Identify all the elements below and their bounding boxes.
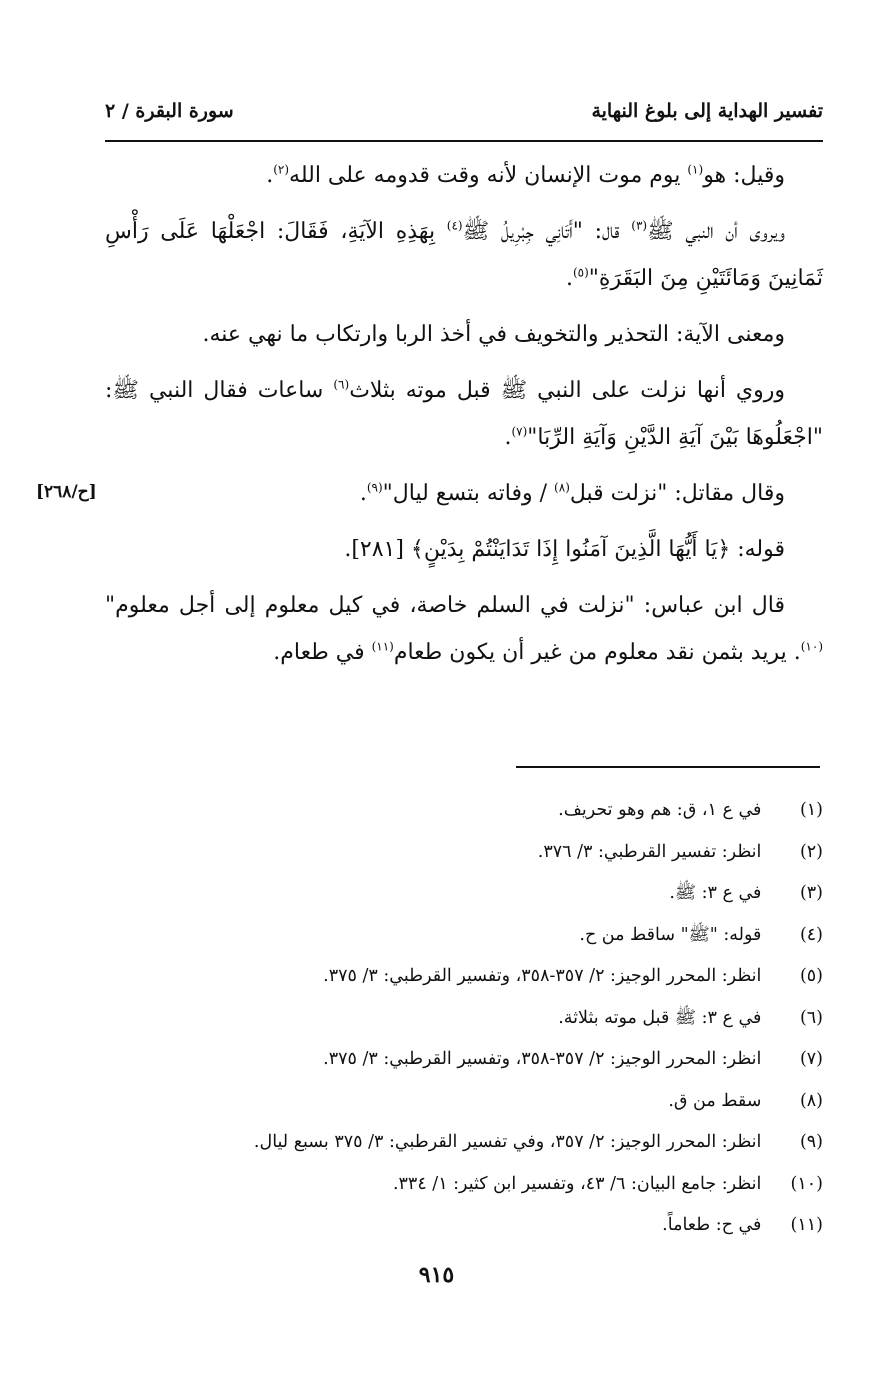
manuscript-reference: [ح/٢٦٨] bbox=[36, 482, 97, 502]
paragraph-2: ويروى أن النبي ﷺ$^{(٣)}$ قال: "أَتَانِي جِبْرِيلُ ﷺ$^{(٤)}$ بِهَذِهِ الآيَةِ، فَقَالَ: اجْعَلْهَا عَلَى رَأْسِ ثَمَانِينَ وَمَائَتَيْنِ مِنَ البَقَرَةِ"$^{(٥)}$. bbox=[105, 218, 823, 291]
header-rule bbox=[105, 140, 823, 142]
running-header bbox=[105, 92, 823, 132]
footnote: (٦) في ع ٣: ﷺ قبل موته بثلاثة. bbox=[558, 1007, 823, 1028]
book-title: تفسير الهداية إلى بلوغ النهاية bbox=[591, 100, 823, 122]
footnote-ref: (٦) bbox=[333, 377, 350, 392]
paragraph-6: قوله: ﴿يَا أَيُّهَا الَّذِينَ آمَنُوا إِذَا تَدَايَنْتُمْ بِدَيْنٍ﴾ [٢٨١]. bbox=[344, 537, 785, 562]
footnotes bbox=[105, 790, 823, 1247]
main-text bbox=[105, 152, 823, 685]
footnote: (٣) في ع ٣: ﷺ. bbox=[669, 883, 823, 903]
footnote: (٥) انظر: المحرر الوجيز: ٢/ ٣٥٧-٣٥٨، وتفسير القرطبي: ٣/ ٣٧٥. bbox=[323, 966, 823, 986]
footnote: (٤) قوله: "ﷺ" ساقط من ح. bbox=[579, 924, 823, 945]
paragraph-5: وقال مقاتل: "نزلت قبل$^{(٨)}$ / وفاته بتسع ليال"$^{(٩)}$. bbox=[359, 480, 785, 506]
footnote-ref: (٤) bbox=[446, 218, 463, 233]
footnote-separator bbox=[516, 766, 820, 768]
paragraph-3: ومعنى الآية: التحذير والتخويف في أخذ الربا وارتكاب ما نهي عنه. bbox=[202, 322, 785, 347]
paragraph-4: وروي أنها نزلت على النبي ﷺ قبل موته بثلاث$^{(٦)}$ ساعات فقال النبي ﷺ: "اجْعَلُوهَا بَيْنَ آيَةِ الدَّيْنِ وَآيَةِ الرِّبَا"$^{(٧)}$. bbox=[105, 377, 823, 450]
footnote-ref: (٢) bbox=[273, 162, 290, 177]
footnote: (١١) في ح: طعاماً. bbox=[662, 1215, 823, 1235]
footnote: (٩) انظر: المحرر الوجيز: ٢/ ٣٥٧، وفي تفسير القرطبي: ٣/ ٣٧٥ بسبع ليال. bbox=[253, 1132, 823, 1152]
footnote: (٨) سقط من ق. bbox=[668, 1090, 823, 1111]
footnote: (٧) انظر: المحرر الوجيز: ٢/ ٣٥٧-٣٥٨، وتفسير القرطبي: ٣/ ٣٧٥. bbox=[323, 1049, 823, 1069]
footnote: (٢) انظر: تفسير القرطبي: ٣/ ٣٧٦. bbox=[537, 841, 823, 862]
footnote-ref: (١١) bbox=[371, 639, 394, 654]
footnote-ref: (٨) bbox=[554, 480, 570, 495]
paragraph-1: وقيل: هو$^{(١)}$ يوم موت الإنسان لأنه وقت قدومه على الله$^{(٢)}$. bbox=[266, 162, 785, 188]
footnote-ref: (١) bbox=[687, 162, 704, 177]
footnote: (١٠) انظر: جامع البيان: ٦/ ٤٣، وتفسير ابن كثير: ١/ ٣٣٤. bbox=[392, 1173, 823, 1194]
footnote-ref: (٣) bbox=[631, 218, 648, 233]
paragraph-7: قال ابن عباس: "نزلت في السلم خاصة، في كيل معلوم إلى أجل معلوم"$^{(١٠)}$. يريد بثمن نقد معلوم من غير أن يكون طعام$^{(١١)}$ في طعام. bbox=[105, 593, 823, 665]
footnote-ref: (٧) bbox=[511, 424, 528, 439]
footnote-ref: (٥) bbox=[572, 265, 589, 280]
footnote: (١) في ع ١، ق: هم وهو تحريف. bbox=[558, 800, 823, 820]
surah-label: سورة البقرة / ٢ bbox=[105, 100, 234, 122]
footnote-ref: (٩) bbox=[366, 480, 383, 495]
footnote-ref: (١٠) bbox=[800, 639, 823, 654]
page-number: ٩١٥ bbox=[418, 1262, 455, 1288]
